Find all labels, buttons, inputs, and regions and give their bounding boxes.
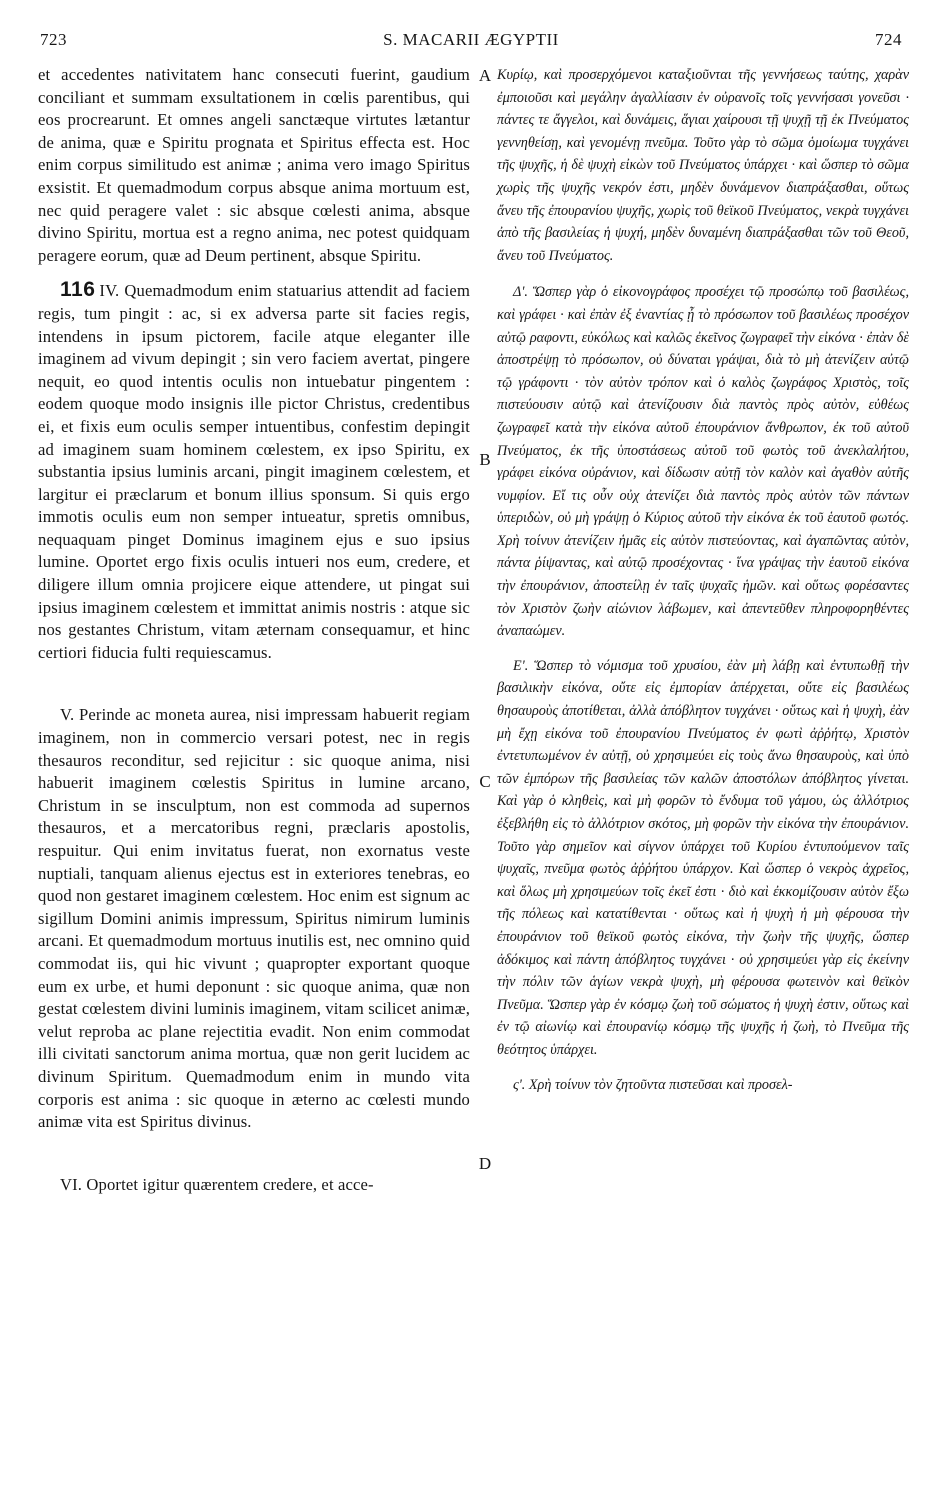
greek-paragraph-3: Ε'. Ὥσπερ τὸ νόμισμα τοῦ χρυσίου, ἐὰν μὴ λάβῃ καὶ ἐντυπωθῇ τὴν βασιλικὴν εἰκόνα, οὔτε εἰς ἐμπορίαν ἀπέρχεται, οὔτε εἰς βασιλέως θησαυροὺς ἀποτίθεται, ἀλλὰ ἀπόβλητον τυγχάνει · οὕτως καὶ ἡ ψυχὴ, ἐὰν μὴ ἔχῃ εἰκόνα τοῦ ἐπουρανίου Πνεύματος ἐν φωτὶ ἀῤῥήτῳ, Χριστὸν ἐντετυπωμένον ἐν αὐτῇ, οὐ χρησιμεύει εἰς τοὺς ἄνω θησαυροὺς, καὶ ὑπὸ τῶν ἐμπόρων τῆς βασιλείας τῶν καλῶν ἀποστόλων ἀπόβλητος γίνεται. Καὶ γὰρ ὁ κληθεὶς, καὶ μὴ φορῶν τὸ ἔνδυμα τοῦ γάμου, ὡς ἀλλότριος ἐξεβλήθη εἰς τὸ ἀλλότριον σκότος, μὴ φορῶν τὴν εἰκόνα τὴν ἐπουράνιον. Τοῦτο γὰρ σημεῖον καὶ σίγνον ὑπάρχει τοῦ Κυρίου ἐντυπούμενον ταῖς ψυχαῖς, πνεῦμα φωτὸς ἀῤῥήτου ὑπάρχον. Καὶ ὥσπερ ὁ νεκρὸς ἀχρεῖος, καὶ ὅλως μὴ χρησιμεύων τοῖς ἐκεῖ ἐστι · διὸ καὶ ἐκκομίζουσιν αὐτὸν ἔξω τῆς πόλεως καὶ κατατίθενται · οὕτως καὶ ἡ ψυχὴ ἡ μὴ φέρουσα τὴν ἐπουράνιον τοῦ θεϊκοῦ φωτὸς εἰκόνα, τὴν ζωὴν τῆς ψυχῆς, ὥσπερ ἀδόκιμος καὶ πάντη ἀπόβλητος τυγχάνει · οὐ χρησιμεύει γὰρ εἰς ἐκείνην τὴν πόλιν τῶν ἁγίων νεκρὰ ψυχὴ, μὴ φέρουσα φωτεινὸν καὶ θεϊκὸν Πνεῦμα. Ὥσπερ γὰρ ἐν κόσμῳ ζωὴ τοῦ σώματος ἡ ψυχὴ ἐστιν, οὕτως καὶ ἐν τῷ αἰωνίῳ καὶ ἐπουρανίῳ κόσμῳ τῆς ψυχῆς ἡ ζωὴ, τὸ Πνεῦμα τῆς θεότητος ὑπάρχει.	[497, 657, 909, 1058]
greek-paragraph-1: Κυρίῳ, καὶ προσερχόμενοι καταξιοῦνται τῆς γεννήσεως ταύτης, χαρὰν ἐμποιοῦσι καὶ μεγάλην ἀγαλλίασιν ἐν οὐρανοῖς τοῖς γεννήσασι γονεῦσι · πάντες τε ἄγγελοι, καὶ δυνάμεις, ἅγιαι χαίρουσι τῇ ψυχῇ τῇ ἐκ Πνεύματος γεννηθείσῃ, καὶ γενομένῃ πνεῦμα. Τοῦτο γὰρ τὸ σῶμα ὁμοίωμα τυγχάνει τῆς ψυχῆς, ἡ δὲ ψυχὴ εἰκὼν τοῦ Πνεύματος ὑπάρχει · καὶ ὥσπερ τὸ σῶμα χωρὶς τῆς ψυχῆς νεκρόν ἐστι, μηδὲν δυνάμενον διαπράξασθαι, οὕτως ἄνευ τῆς ἐπουρανίου ψυχῆς, χωρὶς τοῦ θεϊκοῦ Πνεύματος, νεκρὰ τυγχάνει ἀπὸ τῆς βασιλείας ἡ ψυχή, μηδὲν δυναμένη διαπράξασθαι τῶν τοῦ Θεοῦ, ἄνευ τοῦ Πνεύματος.	[497, 67, 909, 264]
section-number: 116	[60, 278, 96, 302]
page-number-left: 723	[40, 30, 67, 49]
greek-column	[497, 64, 909, 1461]
latin-paragraph-2	[38, 279, 470, 664]
latin-column	[38, 64, 470, 1461]
latin-paragraph-4: VI. Oportet igitur quærentem credere, et acce-	[60, 1174, 374, 1194]
margin-letter-d: D	[478, 1154, 492, 1173]
margin-letter-c: C	[479, 772, 491, 791]
latin-paragraph-2-text: IV. Quemadmodum enim statuarius attendit ad faciem regis, tum pingit : ac, si ex adversa parte sit facies regis, intendens in ipsum pictorem, facile atque eleganter ille imaginem ad vivum depingit ; sin vero faciem avertat, pingere nequit, eo quod intentis oculis non intuebatur pingentem : eodem quoque modo insignis ille pictor Christus, credentibus ei, et fixis eum oculis semper intuentibus, confestim depingit ad imaginem suam hominem cœlestem, ex ipso Spiritu, ex substantia ipsius luminis arcani, pingit imaginem cœlestem, et largitur ei præclarum et bonum illius sponsum. Si quis ergo immotis oculis eum non semper intueatur, spretis omnibus, nequaquam pinget Dominus imaginem ejus e suo ipsius lumine. Oportet ergo fixis oculis intueri nos eum, credere, et diligere illum omnia projicere eique attendere, ut pingat sui ipsius imaginem cœlestem et immittat animis nostris : atque sic nos gestantes Christum, vitam æternam consequamur, et hinc certiori fiducia fulti requiescamus.	[38, 281, 470, 662]
latin-paragraph-3: V. Perinde ac moneta aurea, nisi impressam habuerit regiam imaginem, non in commercio versari potest, nec in regis thesauros reconditur, sed rejicitur : sic quoque anima, nisi habuerit imaginem cœlestis Spiritus in lumine arcano, Christum in se insculptum, non est commoda ad supernos thesauros, et a mercatoribus regni, præclaris apostolis, respuitur. Qui enim invitatus fuerat, non exornatus veste nuptiali, tanquam alienus ejectus est in exteriores tenebras, eo quod non gestaret imaginem cœlestem. Hoc enim est signum ac sigillum Domini animis impressum, Spiritus nimirum luminis arcani. Et quemadmodum mortuus inutilis est, nec omnino quid commodat iis, qui hic vivunt ; quapropter exportant quoque eum ex urbe, et humi deponunt : sic quoque anima, quæ non gestat cœlestem divini luminis imaginem, vitam scilicet animæ, velut reproba ac plane rejectitia evadit. Non enim commodat illi civitati sanctorum anima mortua, quæ non gerit lucidem ac divinum Spiritum. Quemadmodum enim in mundo vita corporis est anima : sic quoque in æterno ac cœlesti mundo animæ vita est Spiritus divinus.	[38, 705, 470, 1132]
page-header	[32, 30, 910, 58]
latin-paragraph-1: et accedentes nativitatem hanc consecuti fuerint, gaudium conciliant et summam exsultationem in cœlis parentibus, qui eos procrearunt. Et omnes angeli sanctæque virtutes lætantur de anima, quæ e Spiritu prognata et Spiritus effecta est. Hoc enim corpus similitudo est animæ ; anima vero imago Spiritus exsistit. Et quemadmodum corpus absque anima mortuum est, nec quid peragere valet : sic absque cœlesti anima, absque divino Spiritu, mortua est a regno anima, nec potest quidquam peragere eorum, quæ ad Deum pertinent, absque Spiritu.	[38, 65, 470, 265]
greek-paragraph-2: Δ'. Ὥσπερ γὰρ ὁ εἰκονογράφος προσέχει τῷ προσώπῳ τοῦ βασιλέως, καὶ γράφει · καὶ ἐπὰν ἐξ ἐναντίας ᾖ τὸ πρόσωπον τοῦ βασιλέως προσέχον αὐτῷ ραφοντι, εὐκόλως καὶ καλῶς ἐκεῖνος ζωγραφεῖ τὴν εἰκόνα · ἐπὰν δὲ ἀποστρέψῃ τὸ πρόσωπον, οὐ δύναται γράψαι, διὰ τὸ μὴ ἀτενίζειν αὐτῷ τῷ γράφοντι · τὸν αὐτὸν τρόπον καὶ ὁ καλὸς ζωγράφος Χριστὸς, τοῖς πιστεύουσιν αὐτῷ καὶ ἀτενίζουσιν διὰ παντὸς πρὸς αὐτὸν, εὐθέως ζωγραφεῖ κατὰ τὴν εἰκόνα αὐτοῦ ἐπουράνιον ἄνθρωπον, ἐκ τοῦ αὐτοῦ Πνεύματος, ἐκ τῆς ὑποστάσεως αὐτοῦ τοῦ φωτὸς τοῦ ἀνεκλαλήτου, γράφει εἰκόνα οὐράνιον, καὶ δίδωσιν αὐτῇ τὸν καλὸν καὶ ἀγαθὸν αὐτῆς νυμφίον. Εἴ τις οὖν οὐχ ἀτενίζει διὰ παντὸς πρὸς αὐτὸν τῶν πάντων ὑπεριδὼν, οὐ μὴ γράψῃ ὁ Κύριος αὐτοῦ τὴν εἰκόνα ἐκ τοῦ ἑαυτοῦ φωτός. Χρὴ τοίνυν ἀτενίζειν ἡμᾶς εἰς αὐτὸν πιστεύοντας, καὶ ἀγαπῶντας αὐτὸν, πάντα ῥίψαντας, καὶ αὐτῷ προσέχοντας · ἵνα γράψας τὴν ἑαυτοῦ εἰκόνα τὴν ἐπουράνιον, ἀποστείλῃ ἐν ταῖς ψυχαῖς ἡμῶν. καὶ οὕτως φορέσαντες τὸν Χριστὸν ζωὴν αἰώνιον λάβωμεν, καὶ ἀπεντεῦθεν πληροφορηθέντες ἀναπαώμεν.	[497, 284, 909, 640]
running-title: S. MACARII ÆGYPTII	[383, 30, 559, 49]
page-number-right: 724	[875, 30, 902, 49]
margin-letter-a: A	[478, 66, 492, 85]
greek-paragraph-4: ς'. Χρὴ τοίνυν τὸν ζητοῦντα πιστεῦσαι καὶ προσελ-	[513, 1076, 793, 1093]
margin-letter-b: B	[479, 450, 491, 469]
